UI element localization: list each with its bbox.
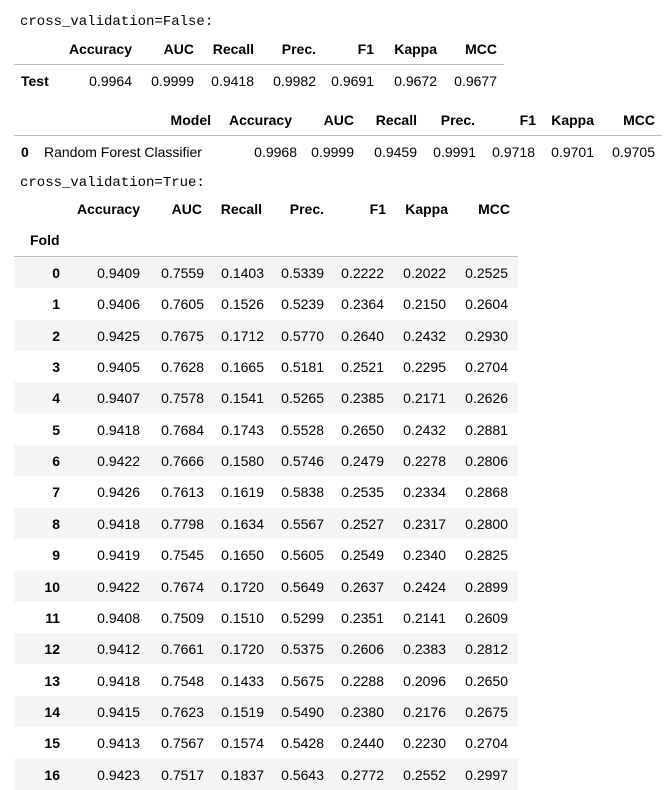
col-header-auc: AUC	[171, 201, 202, 217]
table-cell: 0.1720	[221, 641, 264, 658]
table-cell: 0.1712	[221, 327, 264, 344]
fold-index: 12	[44, 641, 60, 658]
table-cell: 0.1519	[221, 703, 264, 720]
test-kappa: 0.9672	[394, 73, 437, 89]
col-header-accuracy: Accuracy	[76, 201, 140, 217]
col-header-accuracy: Accuracy	[228, 112, 292, 128]
model-kappa: 0.9701	[551, 144, 594, 160]
test-accuracy: 0.9964	[89, 73, 132, 89]
fold-index: 13	[44, 672, 60, 689]
table-cell: 0.2525	[465, 265, 508, 281]
table-cell: 0.7517	[161, 766, 204, 783]
col-header-prec: Prec.	[440, 112, 475, 128]
row-index: 0	[21, 144, 29, 160]
table-cell: 0.2383	[403, 641, 446, 658]
table-cell: 0.2704	[465, 735, 508, 752]
table-cell: 0.1837	[221, 766, 264, 783]
table-cell: 0.9419	[97, 547, 140, 564]
table-divider	[14, 64, 504, 65]
table-cell: 0.7623	[161, 703, 204, 720]
table-cell: 0.9418	[97, 515, 140, 532]
table-cell: 0.2609	[465, 609, 508, 626]
model-mcc: 0.9705	[612, 144, 655, 160]
fold-index: 2	[52, 327, 60, 344]
col-header-recall: Recall	[375, 112, 417, 128]
col-header-kappa: Kappa	[551, 112, 594, 128]
table-cell: 0.1720	[221, 578, 264, 595]
table-cell: 0.2772	[341, 766, 384, 783]
table-cell: 0.2800	[465, 515, 508, 532]
table-cell: 0.9408	[97, 609, 140, 626]
table-cell: 0.9415	[97, 703, 140, 720]
table-cell: 0.7605	[161, 296, 204, 313]
fold-index: 16	[44, 766, 60, 783]
table-cell: 0.2230	[403, 735, 446, 752]
table-cell: 0.9425	[97, 327, 140, 344]
table-cell: 0.5265	[281, 390, 324, 407]
table-cell: 0.2288	[341, 672, 384, 689]
table-cell: 0.2317	[403, 515, 446, 532]
table-cell: 0.1619	[221, 484, 264, 501]
table-cell: 0.1634	[221, 515, 264, 532]
col-header-mcc: MCC	[623, 112, 655, 128]
table-cell: 0.2171	[403, 390, 446, 407]
table-cell: 0.2606	[341, 641, 384, 658]
table-cell: 0.2380	[341, 703, 384, 720]
table-cell: 0.9405	[97, 359, 140, 376]
col-header-auc: AUC	[323, 112, 354, 128]
table-cell: 0.1650	[221, 547, 264, 564]
table-cell: 0.9423	[97, 766, 140, 783]
table-cell: 0.7661	[161, 641, 204, 658]
table-cell: 0.5428	[281, 735, 324, 752]
table-cell: 0.1580	[221, 453, 264, 470]
test-f1: 0.9691	[331, 73, 374, 89]
table-cell: 0.2150	[403, 296, 446, 313]
test-recall: 0.9418	[211, 73, 254, 89]
table-cell: 0.2881	[465, 421, 508, 438]
table-cell: 0.2364	[341, 296, 384, 313]
table-cell: 0.2552	[403, 766, 446, 783]
table-cell: 0.5675	[281, 672, 324, 689]
table-cell: 0.2479	[341, 453, 384, 470]
table-cell: 0.9407	[97, 390, 140, 407]
table-cell: 0.2340	[403, 547, 446, 564]
output-label-cv-false: cross_validation=False:	[20, 14, 214, 30]
table-cell: 0.7684	[161, 421, 204, 438]
test-auc: 0.9999	[151, 73, 194, 89]
model-recall: 0.9459	[374, 144, 417, 160]
table-cell: 0.5339	[281, 265, 324, 281]
table-cell: 0.2424	[403, 578, 446, 595]
table-cell: 0.5838	[281, 484, 324, 501]
fold-index: 5	[52, 421, 60, 438]
table-cell: 0.2650	[341, 421, 384, 438]
table-cell: 0.7545	[161, 547, 204, 564]
table-cell: 0.2521	[341, 359, 384, 376]
table-cell: 0.2022	[403, 265, 446, 281]
output-label-cv-true: cross_validation=True:	[20, 175, 205, 191]
table-cell: 0.2806	[465, 453, 508, 470]
table-cell: 0.2222	[341, 265, 384, 281]
table-cell: 0.9422	[97, 453, 140, 470]
table-cell: 0.7628	[161, 359, 204, 376]
table-cell: 0.2440	[341, 735, 384, 752]
table-cell: 0.2385	[341, 390, 384, 407]
col-header-f1: F1	[369, 201, 386, 217]
fold-index: 8	[52, 515, 60, 532]
table-cell: 0.5567	[281, 515, 324, 532]
col-header-f1: F1	[357, 41, 374, 57]
table-cell: 0.1743	[221, 421, 264, 438]
table-cell: 0.1541	[221, 390, 264, 407]
table-cell: 0.1433	[221, 672, 264, 689]
table-cell: 0.2637	[341, 578, 384, 595]
table-cell: 0.5643	[281, 766, 324, 783]
table-cell: 0.2626	[465, 390, 508, 407]
table-cell: 0.2825	[465, 547, 508, 564]
col-header-prec: Prec.	[281, 41, 316, 57]
col-header-accuracy: Accuracy	[68, 41, 132, 57]
table-cell: 0.2997	[465, 766, 508, 783]
col-header-model: Model	[170, 112, 211, 128]
col-header-mcc: MCC	[465, 41, 497, 57]
fold-index: 7	[52, 484, 60, 501]
col-header-auc: AUC	[163, 41, 194, 57]
table-cell: 0.9406	[97, 296, 140, 313]
table-cell: 0.9426	[97, 484, 140, 501]
table-cell: 0.5528	[281, 421, 324, 438]
test-mcc: 0.9677	[454, 73, 497, 89]
table-cell: 0.1526	[221, 296, 264, 313]
fold-index: 11	[45, 609, 60, 626]
fold-index: 14	[44, 703, 60, 720]
table-cell: 0.7548	[161, 672, 204, 689]
table-cell: 0.2432	[403, 421, 446, 438]
table-cell: 0.5605	[281, 547, 324, 564]
table-cell: 0.5746	[281, 453, 324, 470]
table-cell: 0.5490	[281, 703, 324, 720]
fold-index: 4	[52, 390, 60, 407]
table-cell: 0.2650	[465, 672, 508, 689]
table-cell: 0.2930	[465, 327, 508, 344]
table-cell: 0.9409	[97, 265, 140, 281]
model-f1: 0.9718	[492, 144, 535, 160]
table-cell: 0.5299	[281, 609, 324, 626]
table-cell: 0.9418	[97, 421, 140, 438]
col-header-recall: Recall	[220, 201, 262, 217]
index-name-fold: Fold	[30, 232, 60, 248]
table-cell: 0.7798	[161, 515, 204, 532]
table-cell: 0.2278	[403, 453, 446, 470]
table-cell: 0.5375	[281, 641, 324, 658]
fold-index: 6	[52, 453, 60, 470]
col-header-prec: Prec.	[289, 201, 324, 217]
table-cell: 0.2604	[465, 296, 508, 313]
col-header-mcc: MCC	[478, 201, 510, 217]
col-header-f1: F1	[519, 112, 536, 128]
table-cell: 0.2535	[341, 484, 384, 501]
table-divider	[14, 135, 662, 136]
table-cell: 0.2351	[341, 609, 384, 626]
table-cell: 0.5649	[281, 578, 324, 595]
table-cell: 0.2868	[465, 484, 508, 501]
table-cell: 0.2176	[403, 703, 446, 720]
table-cell: 0.2549	[341, 547, 384, 564]
table-cell: 0.1574	[221, 735, 264, 752]
table-cell: 0.2812	[465, 641, 508, 658]
table-cell: 0.7674	[161, 578, 204, 595]
table-cell: 0.7559	[161, 265, 204, 281]
table-cell: 0.9418	[97, 672, 140, 689]
model-accuracy: 0.9968	[254, 144, 297, 160]
table-cell: 0.1403	[221, 265, 264, 281]
fold-index: 10	[44, 578, 60, 595]
table-cell: 0.7509	[161, 609, 204, 626]
table-cell: 0.2096	[403, 672, 446, 689]
table-cell: 0.2640	[341, 327, 384, 344]
table-cell: 0.2704	[465, 359, 508, 376]
table-cell: 0.5770	[281, 327, 324, 344]
fold-index: 9	[52, 547, 60, 564]
table-cell: 0.5181	[281, 359, 324, 376]
col-header-recall: Recall	[212, 41, 254, 57]
row-label-test: Test	[21, 73, 49, 89]
fold-index: 0	[52, 265, 60, 281]
table-cell: 0.2334	[403, 484, 446, 501]
table-cell: 0.7567	[161, 735, 204, 752]
test-prec: 0.9982	[273, 73, 316, 89]
table-cell: 0.9422	[97, 578, 140, 595]
table-cell: 0.5239	[281, 296, 324, 313]
table-cell: 0.9413	[97, 735, 140, 752]
model-auc: 0.9999	[311, 144, 354, 160]
table-cell: 0.1510	[221, 609, 264, 626]
model-name: Random Forest Classifier	[44, 144, 202, 160]
table-cell: 0.1665	[221, 359, 264, 376]
fold-index: 1	[52, 296, 60, 313]
table-cell: 0.7675	[161, 327, 204, 344]
table-cell: 0.2675	[465, 703, 508, 720]
model-prec: 0.9991	[433, 144, 476, 160]
fold-index: 15	[44, 735, 60, 752]
table-cell: 0.2295	[403, 359, 446, 376]
table-cell: 0.7666	[161, 453, 204, 470]
col-header-kappa: Kappa	[394, 41, 437, 57]
table-cell: 0.2432	[403, 327, 446, 344]
table-cell: 0.9412	[97, 641, 140, 658]
table-cell: 0.2141	[403, 609, 446, 626]
col-header-kappa: Kappa	[405, 201, 448, 217]
table-cell: 0.2527	[341, 515, 384, 532]
fold-index: 3	[52, 359, 60, 376]
table-cell: 0.7613	[161, 484, 204, 501]
table-cell: 0.2899	[465, 578, 508, 595]
table-cell: 0.7578	[161, 390, 204, 407]
